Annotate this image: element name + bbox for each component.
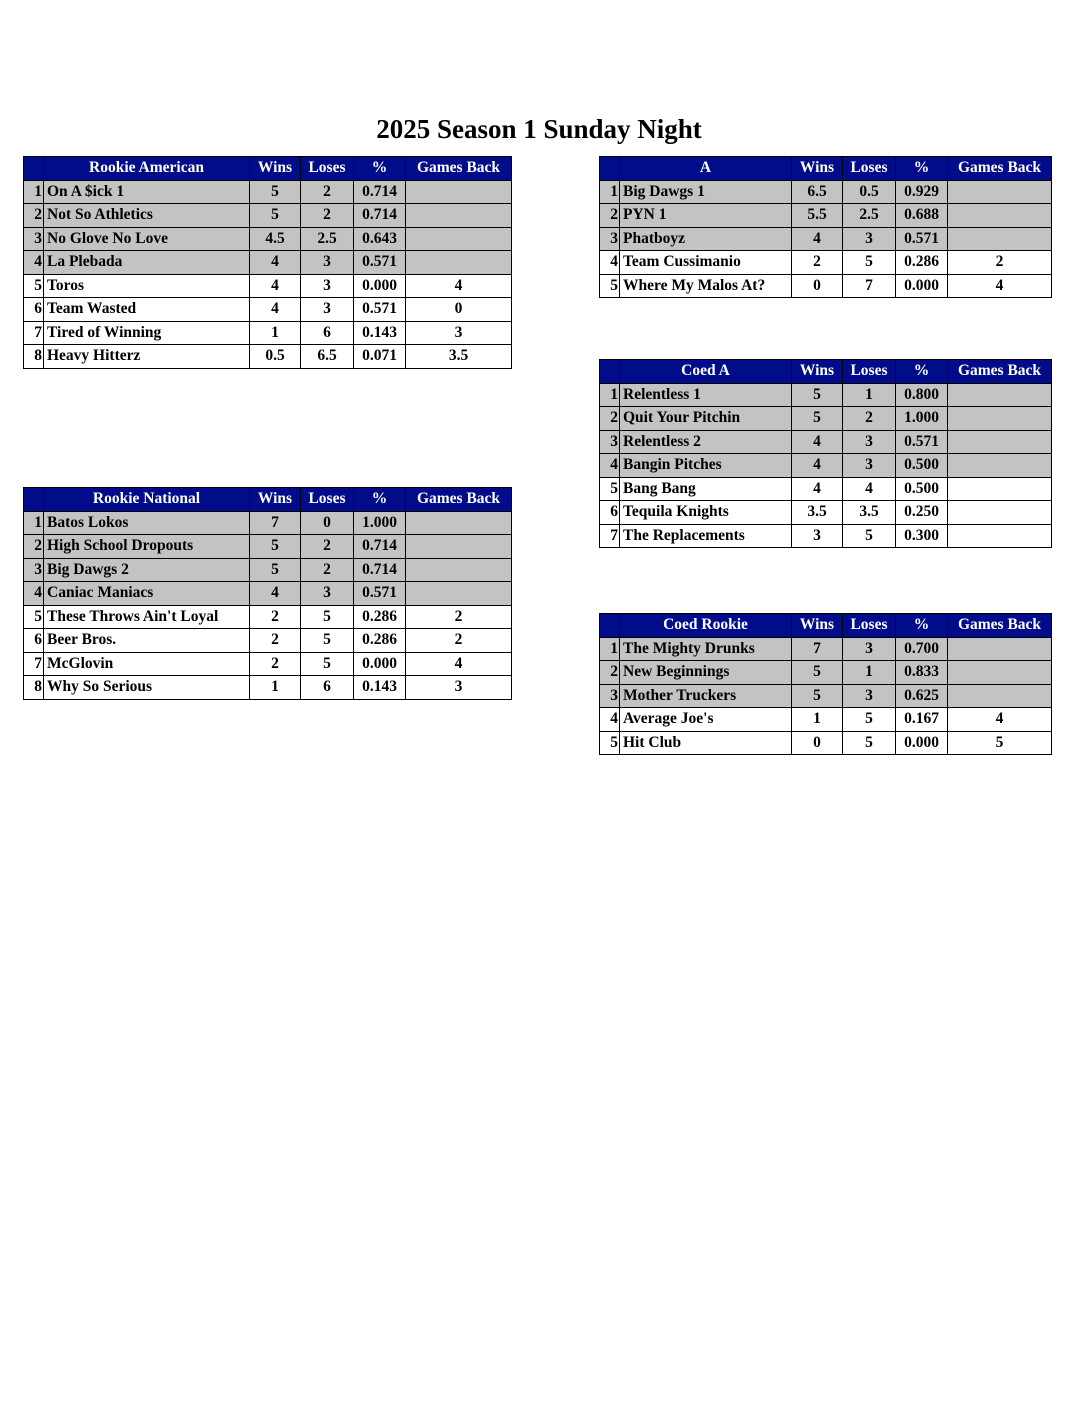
games-back-cell [948, 407, 1052, 431]
rank-cell: 4 [600, 454, 620, 478]
loses-cell: 2 [301, 180, 354, 204]
division-title: Rookie American [44, 157, 250, 181]
games-back-cell [406, 582, 512, 606]
table-row [24, 298, 512, 322]
loses-cell: 2.5 [843, 204, 896, 228]
table-row [600, 661, 1052, 685]
wins-cell: 5 [792, 407, 843, 431]
table-row [600, 477, 1052, 501]
loses-cell: 5 [301, 629, 354, 653]
standings-table-rookie-national [23, 487, 512, 700]
team-name-cell: Bangin Pitches [620, 454, 792, 478]
rank-cell: 2 [600, 204, 620, 228]
games-back-cell [406, 511, 512, 535]
loses-cell: 2 [301, 204, 354, 228]
pct-cell: 0.714 [354, 535, 406, 559]
pct-cell: 0.833 [896, 661, 948, 685]
table-row [600, 637, 1052, 661]
table-row [24, 274, 512, 298]
team-name-cell: These Throws Ain't Loyal [44, 605, 250, 629]
wins-cell: 2 [250, 605, 301, 629]
rank-cell: 1 [600, 637, 620, 661]
rank-cell: 4 [600, 708, 620, 732]
table-row [600, 430, 1052, 454]
pct-cell: 0.800 [896, 383, 948, 407]
loses-cell: 3 [301, 274, 354, 298]
team-name-cell: The Mighty Drunks [620, 637, 792, 661]
table-row [600, 204, 1052, 228]
team-name-cell: Team Cussimanio [620, 251, 792, 275]
table-row [24, 511, 512, 535]
table-row [600, 180, 1052, 204]
rank-cell: 4 [24, 582, 44, 606]
games-back-cell: 3 [406, 321, 512, 345]
loses-cell: 1 [843, 383, 896, 407]
pct-cell: 0.000 [896, 274, 948, 298]
table-row [24, 227, 512, 251]
table-row [600, 383, 1052, 407]
games-back-cell [948, 501, 1052, 525]
pct-cell: 0.714 [354, 204, 406, 228]
rank-header [600, 614, 620, 638]
wins-cell: 3.5 [792, 501, 843, 525]
rank-cell: 6 [24, 629, 44, 653]
division-title: Rookie National [44, 488, 250, 512]
pct-cell: 0.000 [896, 731, 948, 755]
loses-cell: 5 [843, 251, 896, 275]
rank-cell: 1 [24, 180, 44, 204]
wins-cell: 1 [250, 676, 301, 700]
loses-cell: 2 [843, 407, 896, 431]
team-name-cell: Average Joe's [620, 708, 792, 732]
pct-cell: 0.643 [354, 227, 406, 251]
games-back-cell: 2 [406, 629, 512, 653]
division-title: Coed Rookie [620, 614, 792, 638]
table-row [24, 629, 512, 653]
wins-header: Wins [792, 614, 843, 638]
wins-cell: 3 [792, 524, 843, 548]
team-name-cell: PYN 1 [620, 204, 792, 228]
division-title: Coed A [620, 360, 792, 384]
standings-table-coed-a [599, 359, 1052, 548]
table-row [24, 251, 512, 275]
wins-cell: 4 [250, 298, 301, 322]
table-header-row [600, 360, 1052, 384]
rank-cell: 2 [24, 535, 44, 559]
wins-cell: 4 [792, 430, 843, 454]
games-back-cell: 0 [406, 298, 512, 322]
team-name-cell: Hit Club [620, 731, 792, 755]
team-name-cell: Tequila Knights [620, 501, 792, 525]
pct-cell: 1.000 [896, 407, 948, 431]
pct-cell: 0.071 [354, 345, 406, 369]
wins-header: Wins [250, 488, 301, 512]
team-name-cell: New Beginnings [620, 661, 792, 685]
pct-cell: 0.000 [354, 274, 406, 298]
wins-cell: 0 [792, 731, 843, 755]
loses-header: Loses [301, 157, 354, 181]
table-row [24, 652, 512, 676]
loses-cell: 3 [843, 684, 896, 708]
pct-cell: 0.571 [896, 227, 948, 251]
team-name-cell: Tired of Winning [44, 321, 250, 345]
wins-cell: 6.5 [792, 180, 843, 204]
pct-cell: 0.286 [896, 251, 948, 275]
loses-cell: 3.5 [843, 501, 896, 525]
rank-header [600, 360, 620, 384]
rank-cell: 8 [24, 345, 44, 369]
table-header-row [600, 614, 1052, 638]
table-row [24, 535, 512, 559]
games-back-cell: 2 [406, 605, 512, 629]
standings-table-coed-rookie [599, 613, 1052, 755]
games-back-cell [948, 637, 1052, 661]
table-row [24, 204, 512, 228]
team-name-cell: Relentless 1 [620, 383, 792, 407]
wins-cell: 4 [792, 477, 843, 501]
pct-cell: 0.714 [354, 558, 406, 582]
games-back-cell: 2 [948, 251, 1052, 275]
loses-cell: 3 [843, 430, 896, 454]
pct-cell: 0.571 [896, 430, 948, 454]
games-back-cell [948, 204, 1052, 228]
wins-cell: 5.5 [792, 204, 843, 228]
team-name-cell: Team Wasted [44, 298, 250, 322]
games-back-cell: 4 [948, 274, 1052, 298]
wins-cell: 5 [250, 535, 301, 559]
games-back-cell [948, 227, 1052, 251]
team-name-cell: Caniac Maniacs [44, 582, 250, 606]
games-back-cell [406, 558, 512, 582]
rank-cell: 3 [600, 227, 620, 251]
pct-cell: 0.500 [896, 454, 948, 478]
games-back-cell [406, 180, 512, 204]
games-back-header: Games Back [948, 157, 1052, 181]
pct-cell: 0.571 [354, 582, 406, 606]
pct-cell: 1.000 [354, 511, 406, 535]
rank-cell: 5 [600, 274, 620, 298]
wins-cell: 4 [792, 454, 843, 478]
team-name-cell: Beer Bros. [44, 629, 250, 653]
table-row [24, 605, 512, 629]
table-row [24, 180, 512, 204]
team-name-cell: Batos Lokos [44, 511, 250, 535]
loses-cell: 0.5 [843, 180, 896, 204]
rank-cell: 1 [24, 511, 44, 535]
games-back-cell [948, 477, 1052, 501]
loses-cell: 6 [301, 676, 354, 700]
games-back-cell [948, 661, 1052, 685]
rank-cell: 7 [24, 652, 44, 676]
loses-header: Loses [843, 614, 896, 638]
games-back-cell: 3.5 [406, 345, 512, 369]
loses-cell: 4 [843, 477, 896, 501]
table-row [600, 501, 1052, 525]
pct-cell: 0.625 [896, 684, 948, 708]
games-back-header: Games Back [948, 614, 1052, 638]
pct-cell: 0.250 [896, 501, 948, 525]
division-title: A [620, 157, 792, 181]
wins-header: Wins [792, 157, 843, 181]
team-name-cell: Why So Serious [44, 676, 250, 700]
team-name-cell: Mother Truckers [620, 684, 792, 708]
wins-header: Wins [792, 360, 843, 384]
table-row [24, 582, 512, 606]
games-back-cell [406, 251, 512, 275]
rank-cell: 8 [24, 676, 44, 700]
rank-cell: 3 [24, 558, 44, 582]
games-back-cell: 4 [948, 708, 1052, 732]
table-row [600, 731, 1052, 755]
team-name-cell: La Plebada [44, 251, 250, 275]
team-name-cell: The Replacements [620, 524, 792, 548]
rank-cell: 5 [600, 731, 620, 755]
pct-cell: 0.000 [354, 652, 406, 676]
team-name-cell: Big Dawgs 1 [620, 180, 792, 204]
loses-cell: 5 [301, 652, 354, 676]
wins-cell: 5 [250, 204, 301, 228]
games-back-cell [948, 430, 1052, 454]
team-name-cell: Phatboyz [620, 227, 792, 251]
wins-cell: 5 [792, 684, 843, 708]
loses-cell: 6 [301, 321, 354, 345]
team-name-cell: Toros [44, 274, 250, 298]
loses-cell: 3 [301, 298, 354, 322]
wins-cell: 0 [792, 274, 843, 298]
loses-cell: 2.5 [301, 227, 354, 251]
rank-cell: 5 [24, 605, 44, 629]
loses-cell: 3 [843, 227, 896, 251]
games-back-cell: 3 [406, 676, 512, 700]
rank-cell: 2 [600, 407, 620, 431]
loses-cell: 1 [843, 661, 896, 685]
games-back-cell [948, 383, 1052, 407]
games-back-cell: 4 [406, 274, 512, 298]
wins-cell: 2 [792, 251, 843, 275]
wins-cell: 5 [250, 180, 301, 204]
wins-cell: 4 [792, 227, 843, 251]
pct-cell: 0.286 [354, 605, 406, 629]
table-row [600, 454, 1052, 478]
wins-cell: 4 [250, 274, 301, 298]
team-name-cell: Not So Athletics [44, 204, 250, 228]
games-back-header: Games Back [406, 157, 512, 181]
wins-cell: 7 [250, 511, 301, 535]
wins-cell: 4 [250, 251, 301, 275]
games-back-cell [948, 180, 1052, 204]
table-row [600, 407, 1052, 431]
rank-cell: 6 [24, 298, 44, 322]
rank-cell: 1 [600, 383, 620, 407]
pct-cell: 0.286 [354, 629, 406, 653]
wins-cell: 4.5 [250, 227, 301, 251]
rank-cell: 4 [600, 251, 620, 275]
games-back-header: Games Back [406, 488, 512, 512]
games-back-cell [948, 684, 1052, 708]
games-back-cell: 4 [406, 652, 512, 676]
wins-cell: 5 [792, 383, 843, 407]
pct-header: % [896, 360, 948, 384]
team-name-cell: McGlovin [44, 652, 250, 676]
table-row [24, 345, 512, 369]
table-row [600, 227, 1052, 251]
loses-cell: 2 [301, 558, 354, 582]
games-back-cell [406, 227, 512, 251]
wins-cell: 0.5 [250, 345, 301, 369]
loses-cell: 7 [843, 274, 896, 298]
loses-header: Loses [843, 360, 896, 384]
rank-header [24, 157, 44, 181]
games-back-cell: 5 [948, 731, 1052, 755]
table-row [600, 274, 1052, 298]
table-row [24, 558, 512, 582]
wins-cell: 5 [250, 558, 301, 582]
rank-cell: 2 [600, 661, 620, 685]
wins-cell: 2 [250, 652, 301, 676]
loses-cell: 5 [843, 708, 896, 732]
rank-cell: 3 [24, 227, 44, 251]
table-row [600, 708, 1052, 732]
games-back-cell [406, 535, 512, 559]
table-header-row [600, 157, 1052, 181]
wins-cell: 1 [792, 708, 843, 732]
pct-cell: 0.571 [354, 251, 406, 275]
wins-header: Wins [250, 157, 301, 181]
pct-cell: 0.143 [354, 321, 406, 345]
wins-cell: 1 [250, 321, 301, 345]
pct-cell: 0.571 [354, 298, 406, 322]
loses-cell: 6.5 [301, 345, 354, 369]
team-name-cell: Where My Malos At? [620, 274, 792, 298]
standings-table-rookie-american [23, 156, 512, 369]
rank-cell: 5 [600, 477, 620, 501]
team-name-cell: Relentless 2 [620, 430, 792, 454]
standings-table-a [599, 156, 1052, 298]
pct-cell: 0.700 [896, 637, 948, 661]
pct-cell: 0.500 [896, 477, 948, 501]
loses-header: Loses [843, 157, 896, 181]
rank-header [24, 488, 44, 512]
loses-cell: 0 [301, 511, 354, 535]
table-header-row [24, 157, 512, 181]
loses-cell: 5 [843, 524, 896, 548]
table-row [600, 524, 1052, 548]
team-name-cell: Bang Bang [620, 477, 792, 501]
pct-cell: 0.688 [896, 204, 948, 228]
wins-cell: 5 [792, 661, 843, 685]
rank-cell: 7 [600, 524, 620, 548]
pct-cell: 0.300 [896, 524, 948, 548]
table-row [24, 676, 512, 700]
table-header-row [24, 488, 512, 512]
wins-cell: 7 [792, 637, 843, 661]
pct-header: % [354, 157, 406, 181]
pct-cell: 0.929 [896, 180, 948, 204]
team-name-cell: Heavy Hitterz [44, 345, 250, 369]
loses-cell: 3 [843, 637, 896, 661]
loses-cell: 2 [301, 535, 354, 559]
rank-cell: 3 [600, 430, 620, 454]
rank-cell: 4 [24, 251, 44, 275]
pct-header: % [896, 614, 948, 638]
games-back-header: Games Back [948, 360, 1052, 384]
loses-cell: 3 [301, 251, 354, 275]
wins-cell: 4 [250, 582, 301, 606]
loses-cell: 3 [301, 582, 354, 606]
pct-cell: 0.714 [354, 180, 406, 204]
loses-cell: 5 [301, 605, 354, 629]
games-back-cell [948, 454, 1052, 478]
pct-header: % [354, 488, 406, 512]
rank-header [600, 157, 620, 181]
rank-cell: 5 [24, 274, 44, 298]
team-name-cell: Big Dawgs 2 [44, 558, 250, 582]
pct-cell: 0.143 [354, 676, 406, 700]
team-name-cell: Quit Your Pitchin [620, 407, 792, 431]
pct-header: % [896, 157, 948, 181]
loses-cell: 5 [843, 731, 896, 755]
rank-cell: 1 [600, 180, 620, 204]
team-name-cell: No Glove No Love [44, 227, 250, 251]
loses-header: Loses [301, 488, 354, 512]
wins-cell: 2 [250, 629, 301, 653]
page-title: 2025 Season 1 Sunday Night [376, 114, 702, 145]
rank-cell: 7 [24, 321, 44, 345]
games-back-cell [948, 524, 1052, 548]
pct-cell: 0.167 [896, 708, 948, 732]
rank-cell: 6 [600, 501, 620, 525]
games-back-cell [406, 204, 512, 228]
table-row [600, 684, 1052, 708]
team-name-cell: High School Dropouts [44, 535, 250, 559]
table-row [600, 251, 1052, 275]
rank-cell: 2 [24, 204, 44, 228]
loses-cell: 3 [843, 454, 896, 478]
rank-cell: 3 [600, 684, 620, 708]
team-name-cell: On A $ick 1 [44, 180, 250, 204]
table-row [24, 321, 512, 345]
